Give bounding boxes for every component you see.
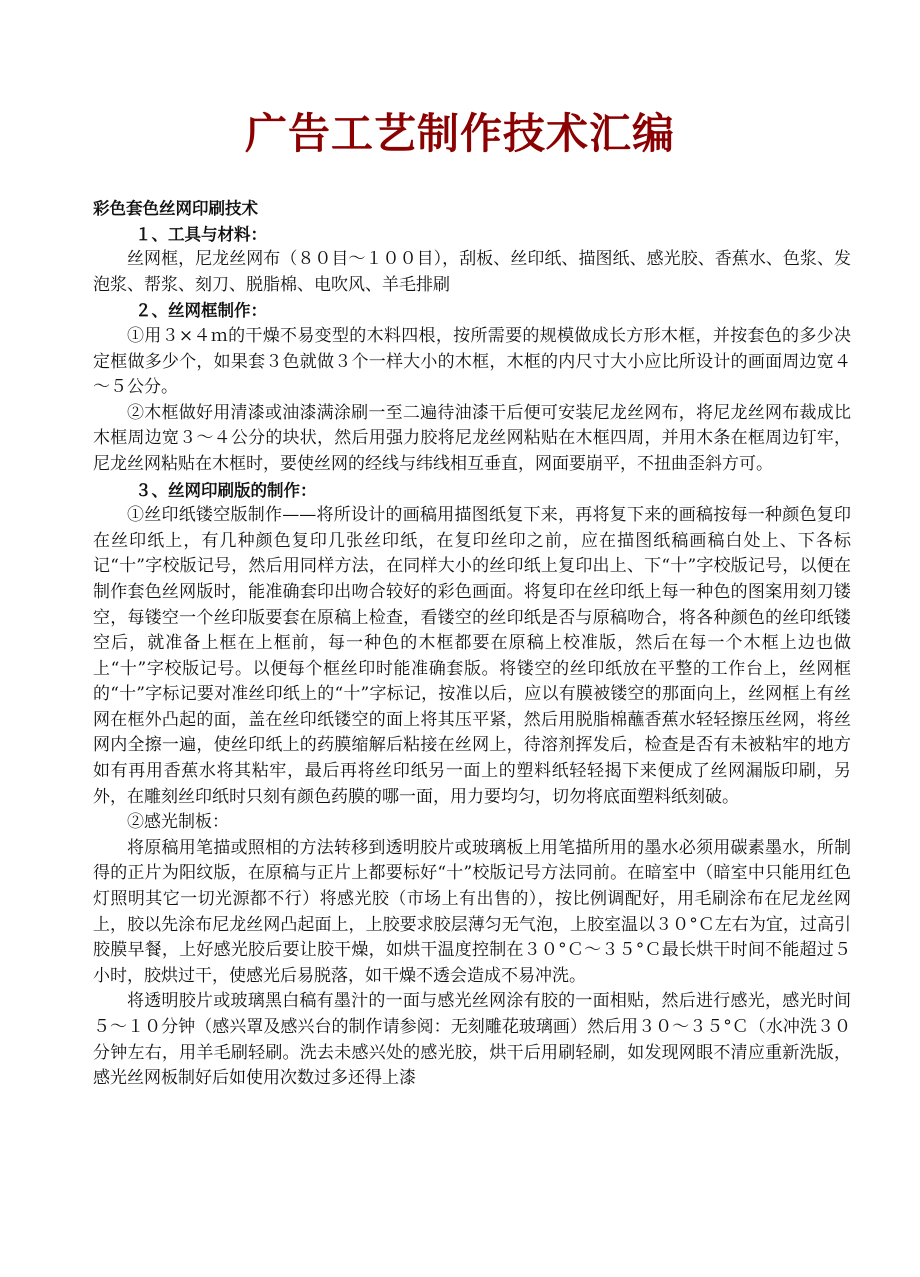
paragraph-exposure: 将透明胶片或玻璃黑白稿有墨汁的一面与感光丝网涂有胶的一面相贴，然后进行感光，感光时间５～１０分钟（感兴罩及感兴台的制作请参阅：无刻雕花玻璃画）然后用３０～３５°Ｃ（水冲洗３０分钟左右，用羊毛刷轻刷。洗去未感兴处的感光胶，烘干后用刷轻刷，如发现网眼不清应重新洗版，感光丝网板制好后如使用次数过多还得上漆: [93, 991, 851, 1089]
paragraph-tools-list: 丝网框，尼龙丝网布（８０目～１００目），刮板、丝印纸、描图纸、感光胶、香蕉水、色浆、发泡浆、帮浆、刻刀、脱脂棉、电吹风、羊毛排刷: [93, 249, 851, 295]
subheading-plate-making: ３、丝网印刷版的制作：: [135, 480, 317, 500]
paragraph-photosensitive-coating: 将原稿用笔描或照相的方法转移到透明胶片或玻璃板上用笔描所用的墨水必须用碳素墨水，所制得的正片为阳纹版，在原稿与正片上都要标好“十”校版记号方法同前。在暗室中（暗室中只能用红色灯照明其它一切光源都不行）将感光胶（市场上有出售的），按比例调配好，用毛刷涂布在尼龙丝网上，胶以先涂布尼龙丝网凸起面上，上胶要求胶层薄匀无气泡，上胶室温以３０°Ｃ左右为宜，过高引胶膜早餐，上好感光胶后要让胶干燥，如烘干温度控制在３０°Ｃ～３５°Ｃ最长烘干时间不能超过５小时，胶烘过干，使感光后易脱落，如干燥不透会造成不易冲洗。: [93, 837, 851, 986]
section-title: 彩色套色丝网印刷技术: [93, 199, 258, 218]
document-title: 广告工艺制作技术汇编: [244, 109, 675, 158]
subheading-frame-making: ２、丝网框制作：: [135, 301, 267, 321]
document-body: [93, 196, 851, 1092]
paragraph-stencil-plate: ①丝印纸镂空版制作——将所设计的画稿用描图纸复下来，再将复下来的画稿按每一种颜色复印在丝印纸上，有几种颜色复印几张丝印纸，在复印丝印之前，应在描图纸稿画稿白处上、下各标记“十”字校版记号，然后用同样方法，在同样大小的丝印纸上复印出上、下“十”字校版记号，以便在制作套色丝网版时，能准确套印出吻合较好的彩色画面。将复印在丝印纸上每一种色的图案用刻刀镂空，每镂空一个丝印版要套在原稿上检查，看镂空的丝印纸是否与原稿吻合，将各种颜色的丝印纸镂空后，就准备上框在上框前，每一种色的木框都要在原稿上校准版，然后在每一个木框上边也做上“十”字校版记号。以便每个框丝印时能准确套版。将镂空的丝印纸放在平整的工作台上，丝网框的“十”字标记要对准丝印纸上的“十”字标记，按准以后，应以有膜被镂空的那面向上，丝网框上有丝网在框外凸起的面，盖在丝印纸镂空的面上将其压平紧，然后用脱脂棉蘸香蕉水轻轻擦压丝网，将丝网内全擦一遍，使丝印纸上的药膜缩解后粘接在丝网上，待溶剂挥发后，检查是否有未被粘牢的地方如有再用香蕉水将其粘牢，最后再将丝印纸另一面上的塑料纸轻轻揭下来便成了丝网漏版印刷，另外，在雕刻丝印纸时只刻有颜色药膜的哪一面，用力要均匀，切勿将底面塑料纸刻破。: [93, 505, 851, 807]
paragraph-photosensitive-heading: ②感光制板：: [127, 812, 229, 833]
paragraph-frame-step-1: ①用３×４ｍ的干燥不易变型的木料四根，按所需要的规模做成长方形木框，并按套色的多少决定框做多少个，如果套３色就做３个一样大小的木框，木框的内尺寸大小应比所设计的画面周边宽４～５公分。: [93, 325, 851, 398]
subheading-tools-materials: １、工具与材料：: [135, 224, 267, 244]
paragraph-frame-step-2: ②木框做好用清漆或油漆满涂刷一至二遍待油漆干后便可安装尼龙丝网布，将尼龙丝网布裁成比木框周边宽３～４公分的块状，然后用强力胶将尼龙丝网粘贴在木框四周，并用木条在框周边钉牢，尼龙丝网粘贴在木框时，要使丝网的经线与纬线相互垂直，网面要崩平，不扭曲歪斜方可。: [93, 402, 851, 474]
